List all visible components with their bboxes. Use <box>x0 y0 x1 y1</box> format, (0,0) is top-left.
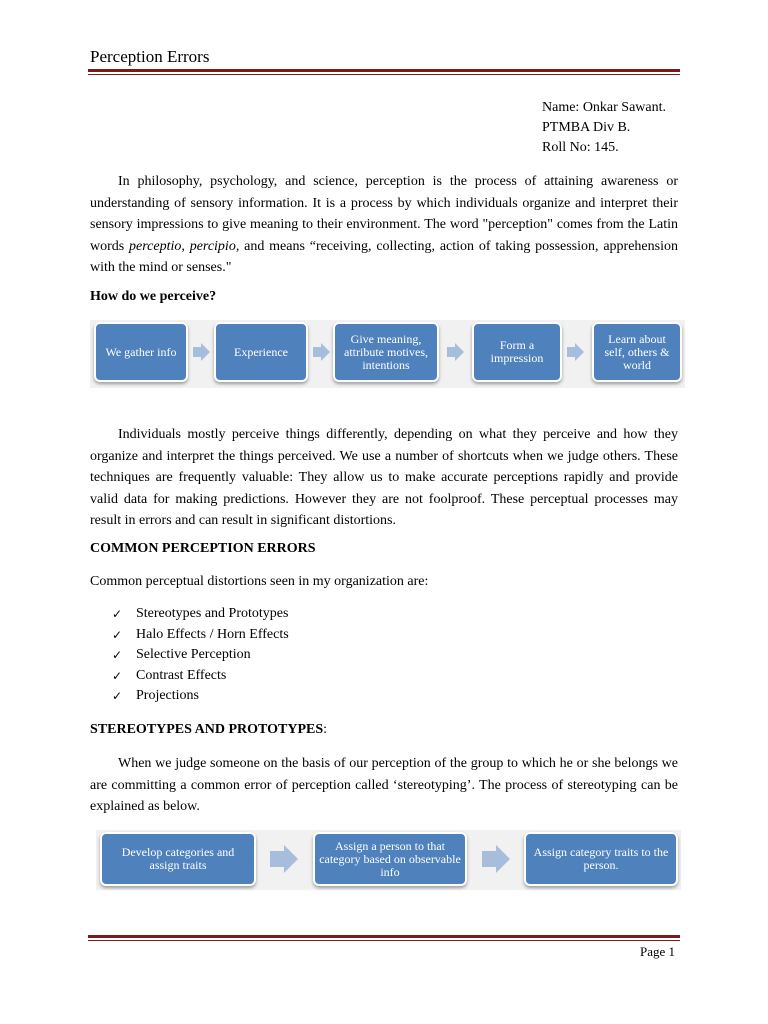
check-icon: ✓ <box>112 648 123 662</box>
list-item: ✓ Projections <box>112 686 289 707</box>
flow1-step-4: Form a impression <box>472 322 562 382</box>
list-item: ✓ Contrast Effects <box>112 666 289 687</box>
check-icon: ✓ <box>112 627 123 642</box>
footer-rule-thin <box>88 940 680 941</box>
header-rule-thin <box>88 74 680 75</box>
errors-intro: Common perceptual distortions seen in my organization are: <box>90 574 429 589</box>
flow1-step-3: Give meaning, attribute motives, intentions <box>333 322 439 382</box>
intro-paragraph: In philosophy, psychology, and science, perception is the process of attaining awareness or understanding of sensory information. It is a process by which individuals organize and interpret their sensory impressions to give meaning to their environment. The word "perception" comes from the Latin words perceptio, percipio, and means “receiving, collecting, action of taking possession, apprehension with the mind or senses." <box>90 174 678 275</box>
list-item: ✓ Stereotypes and Prototypes <box>112 604 289 625</box>
flow1-step-2: Experience <box>214 322 308 382</box>
stereotypes-heading: STEREOTYPES AND PROTOTYPES: <box>90 722 328 737</box>
errors-heading: COMMON PERCEPTION ERRORS <box>90 541 316 556</box>
author-name: Name: Onkar Sawant. <box>542 100 667 115</box>
latin-words: perceptio, percipio, <box>129 238 240 254</box>
author-division: PTMBA Div B. <box>542 120 631 135</box>
author-info <box>542 98 666 158</box>
stereotypes-paragraph: When we judge someone on the basis of our perception of the group to which he or she belongs we are committing a common error of perception called ‘stereotyping’. The process of stereotyping can be explained as below. <box>90 756 678 814</box>
author-roll: Roll No: 145. <box>542 140 619 155</box>
flow2-step-3: Assign category traits to the person. <box>524 832 678 886</box>
page-number: Page 1 <box>640 944 676 959</box>
how-heading: How do we perceive? <box>90 289 217 304</box>
list-item: ✓ Halo Effects / Horn Effects <box>112 625 289 646</box>
flow2-step-2: Assign a person to that category based on observable info <box>313 832 467 886</box>
errors-checklist <box>112 604 289 707</box>
check-icon: ✓ <box>112 668 123 683</box>
flow1-step-5: Learn about self, others & world <box>592 322 682 382</box>
flow1-step-1: We gather info <box>94 322 188 382</box>
list-item: ✓ Selective Perception <box>112 645 289 666</box>
header-title: Perception Errors <box>90 47 210 66</box>
flow2-step-1: Develop categories and assign traits <box>100 832 256 886</box>
check-icon: ✓ <box>112 689 123 703</box>
perception-paragraph: Individuals mostly perceive things differently, depending on what they perceive and how they organize and interpret the things perceived. We use a number of shortcuts when we judge others. These techniques are frequently valuable: They allow us to make accurate perceptions rapidly and provide valid data for making predictions. However they are not foolproof. These perceptual processes may result in errors and can result in significant distortions. <box>90 427 678 528</box>
header-rule <box>88 69 680 72</box>
check-icon: ✓ <box>112 607 123 621</box>
footer-rule <box>88 935 680 938</box>
